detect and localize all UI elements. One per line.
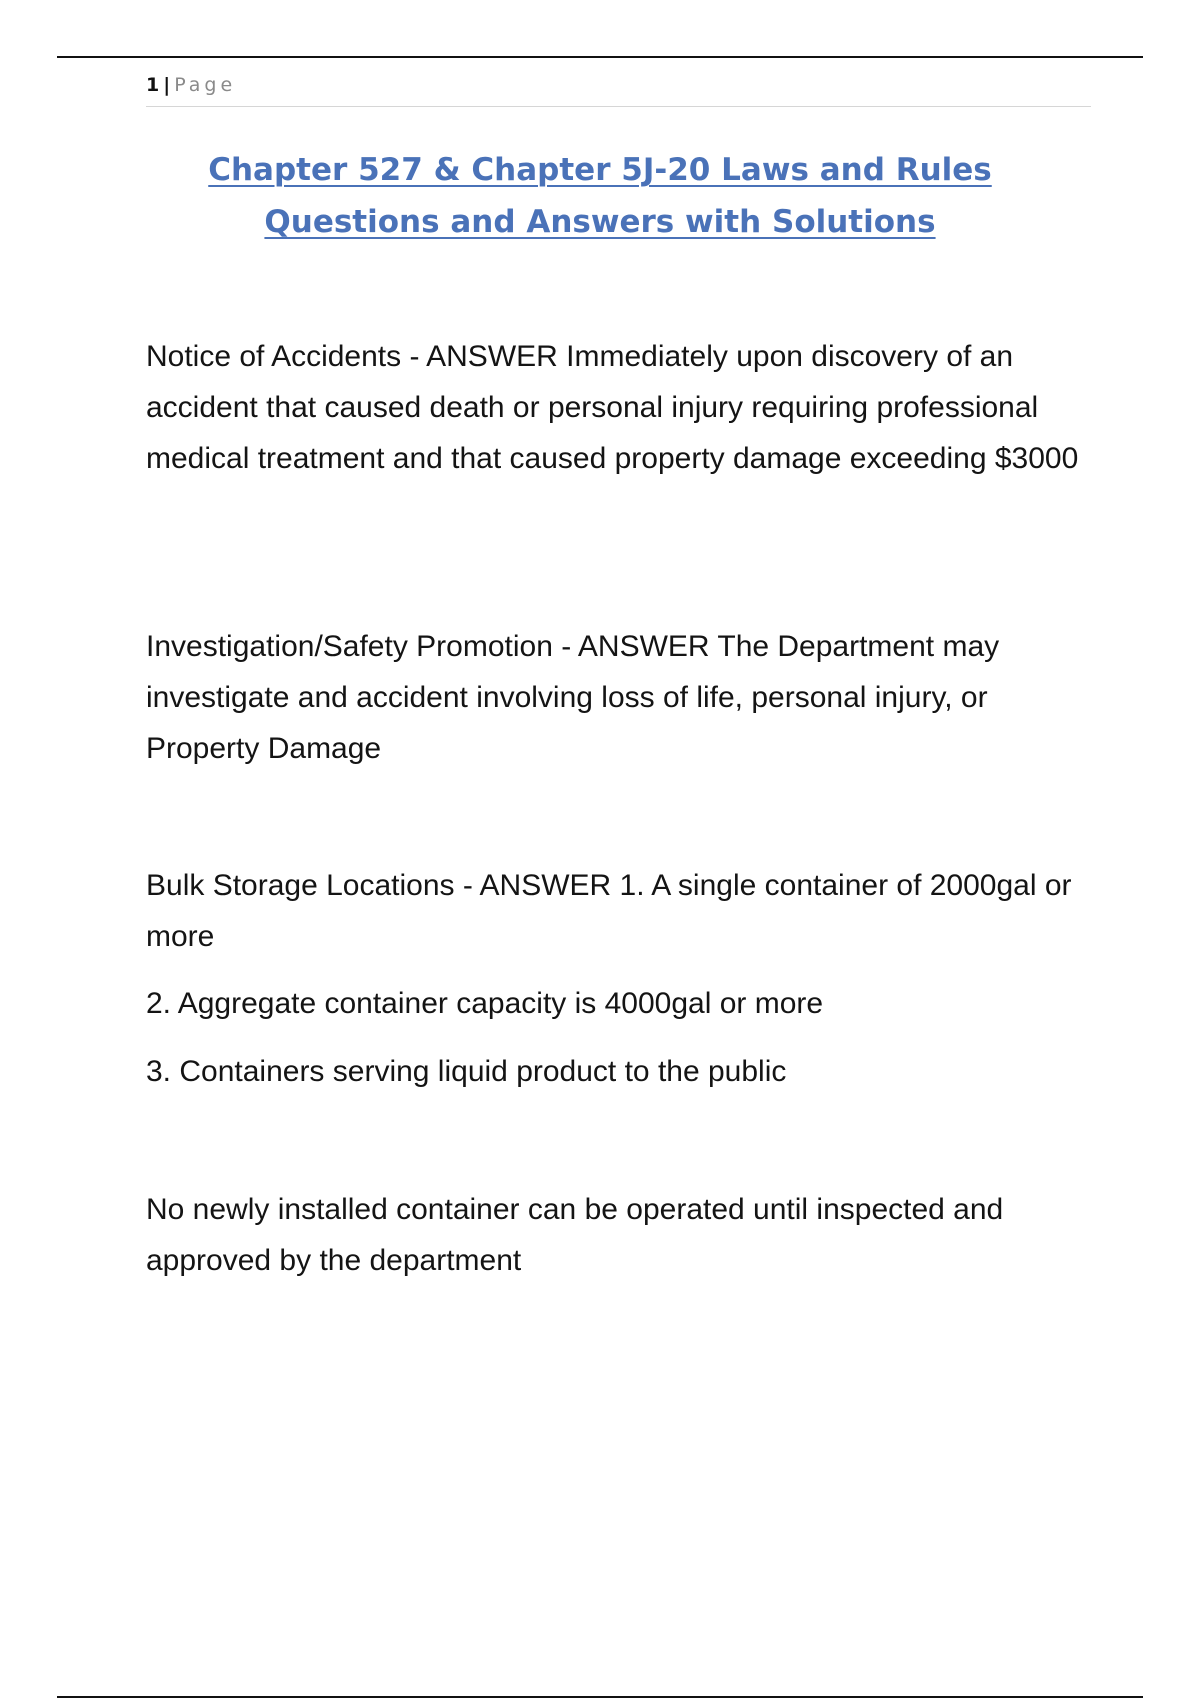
qa-bulk-storage-item-2: 2. Aggregate container capacity is 4000gal or more bbox=[146, 987, 824, 1020]
qa-new-container-inspection: No newly installed container can be operated until inspected and approved by the department bbox=[146, 1193, 1004, 1277]
qa-bulk-storage-locations: Bulk Storage Locations - ANSWER 1. A single container of 2000gal or more bbox=[146, 869, 1072, 953]
title-line-1: Chapter 527 & Chapter 5J-20 Laws and Rules bbox=[208, 152, 992, 188]
qa-investigation-safety-promotion: Investigation/Safety Promotion - ANSWER The Department may investigate and accident involving loss of life, personal injury, or Property Damage bbox=[146, 630, 1000, 765]
qa-bulk-storage-item-3: 3. Containers serving liquid product to the public bbox=[146, 1055, 787, 1088]
title-line-2: Questions and Answers with Solutions bbox=[264, 204, 936, 240]
page-label: Page bbox=[174, 74, 237, 96]
page-header bbox=[146, 74, 1091, 107]
qa-notice-of-accidents: Notice of Accidents - ANSWER Immediately upon discovery of an accident that caused death or personal injury requiring professional medical treatment and that caused property damage exceeding $3000 bbox=[146, 340, 1079, 475]
top-page-border bbox=[57, 56, 1143, 58]
page-separator: | bbox=[163, 74, 171, 96]
bottom-page-border bbox=[57, 1696, 1143, 1698]
page-number: 1 bbox=[146, 74, 160, 96]
document-title bbox=[100, 144, 1100, 248]
